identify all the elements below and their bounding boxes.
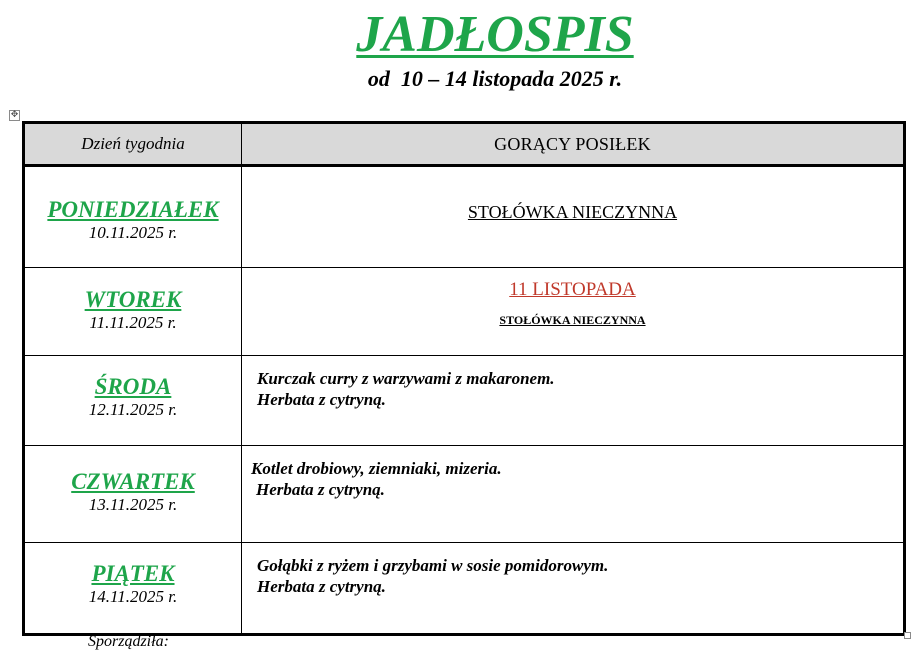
meal-cell: [242, 268, 905, 356]
day-date: 14.11.2025 r.: [88, 587, 178, 606]
column-header-day: Dzień tygodnia: [24, 123, 242, 166]
day-name: WTOREK: [84, 287, 182, 312]
day-cell: [24, 543, 242, 635]
day-date: 11.11.2025 r.: [89, 313, 177, 332]
canteen-closed-notice: STOŁÓWKA NIECZYNNA: [499, 313, 646, 327]
table-row-tuesday: [24, 268, 905, 356]
day-name: CZWARTEK: [71, 469, 195, 494]
column-header-meal: GORĄCY POSIŁEK: [242, 123, 905, 166]
date-range-subtitle: od 10 – 14 listopada 2025 r.: [367, 66, 623, 91]
table-header-row: [24, 123, 905, 166]
table-move-handle-icon[interactable]: ✥: [10, 110, 19, 120]
canteen-closed-notice: STOŁÓWKA NIECZYNNA: [467, 202, 678, 222]
meal-description: Gołąbki z ryżem i grzybami w sosie pomidorowym.: [257, 556, 609, 575]
drink-description: Herbata z cytryną.: [257, 577, 386, 596]
day-name: ŚRODA: [94, 374, 172, 399]
table-resize-handle[interactable]: [904, 632, 911, 639]
menu-table: [22, 121, 906, 636]
day-date: 12.11.2025 r.: [88, 400, 178, 419]
drink-description: Herbata z cytryną.: [256, 480, 385, 499]
drink-description: Herbata z cytryną.: [257, 390, 386, 409]
table-row-friday: [24, 543, 905, 635]
holiday-notice: 11 LISTOPADA: [509, 279, 636, 300]
day-name: PIĄTEK: [91, 561, 175, 586]
document-title: JADŁOSPIS: [356, 6, 634, 63]
meal-cell: [242, 166, 905, 268]
day-cell: [24, 166, 242, 268]
meal-description: Kotlet drobiowy, ziemniaki, mizeria.: [251, 459, 502, 478]
day-cell: [24, 268, 242, 356]
table-row-thursday: [24, 446, 905, 543]
meal-description: Kurczak curry z warzywami z makaronem.: [257, 369, 555, 388]
meal-cell: [242, 446, 905, 543]
day-cell: [24, 356, 242, 446]
meal-cell: [242, 356, 905, 446]
day-name: PONIEDZIAŁEK: [47, 197, 219, 222]
table-row-wednesday: [24, 356, 905, 446]
day-date: 10.11.2025 r.: [88, 223, 178, 242]
day-cell: [24, 446, 242, 543]
prepared-by-label: Sporządziła:: [88, 633, 169, 650]
table-row-monday: [24, 166, 905, 268]
meal-cell: [242, 543, 905, 635]
day-date: 13.11.2025 r.: [88, 495, 178, 514]
